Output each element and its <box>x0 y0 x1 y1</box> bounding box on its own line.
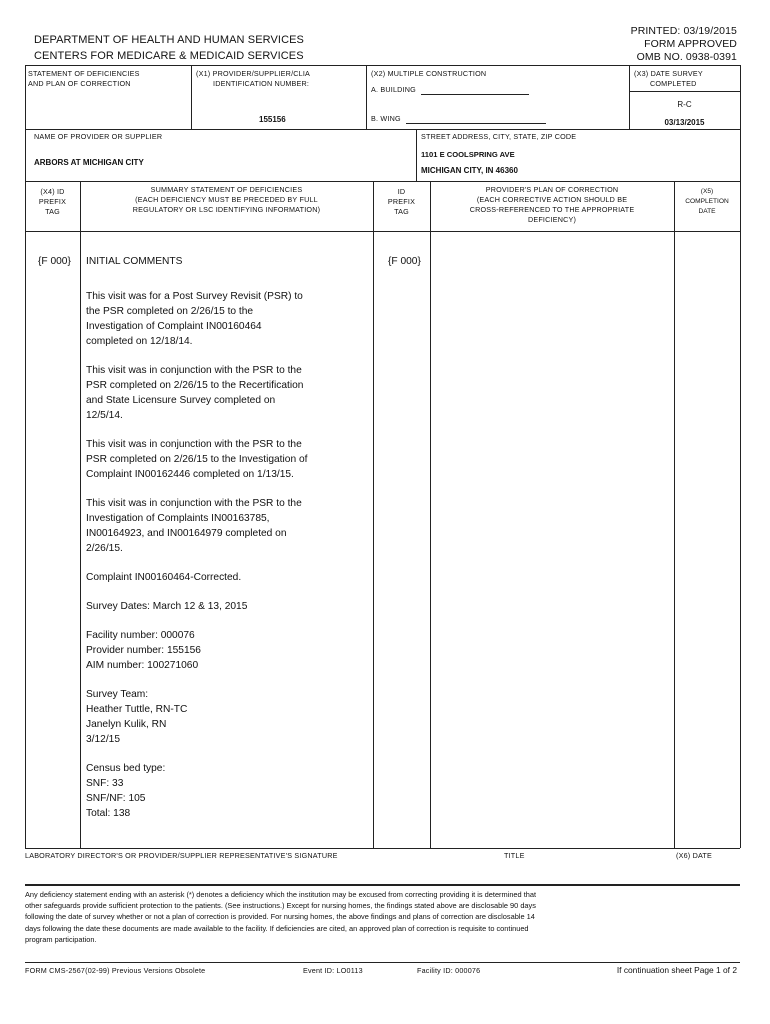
summary-header <box>80 185 373 215</box>
x5-header-line1: (X5) <box>700 188 714 195</box>
rule-x1-left <box>191 65 192 129</box>
x3-label-1: (X3) DATE SURVEY <box>634 69 703 78</box>
rule-columns-top <box>25 181 740 182</box>
printed-date: PRINTED: 03/19/2015 <box>630 25 737 37</box>
x2-label: (X2) MULTIPLE CONSTRUCTION <box>371 69 487 78</box>
paragraph-survey-team: Survey Team: Heather Tuttle, RN-TC Janelyn Kulik, RN 3/12/15 <box>86 689 188 745</box>
survey-completed-date: 03/13/2015 <box>664 118 705 127</box>
x1-label-1: (X1) PROVIDER/SUPPLIER/CLIA <box>196 69 311 78</box>
rule-signature-bottom <box>25 884 740 886</box>
x5-header-line3: DATE <box>698 208 716 215</box>
section-heading: INITIAL COMMENTS <box>86 256 183 267</box>
paragraph-complaint-corrected: Complaint IN00160464-Corrected. <box>86 572 242 583</box>
plan-header-line2: (EACH CORRECTIVE ACTION SHOULD BE <box>476 195 628 204</box>
provider-name-label: NAME OF PROVIDER OR SUPPLIER <box>34 132 163 141</box>
x1-label-2: IDENTIFICATION NUMBER: <box>213 79 310 88</box>
comments-body <box>86 289 371 835</box>
x2-wing-label: B. WING <box>371 114 401 123</box>
rule-right <box>740 65 741 848</box>
facility-id: Facility ID: 000076 <box>417 966 481 975</box>
department-title: DEPARTMENT OF HEALTH AND HUMAN SERVICES <box>34 34 304 46</box>
agency-title: CENTERS FOR MEDICARE & MEDICAID SERVICES <box>34 50 304 62</box>
paragraph-psr-revisit: This visit was for a Post Survey Revisit (PSR) to the PSR completed on 2/26/15 to the Investigation of Complaint IN00160464 completed on 12/18/14. <box>86 291 303 347</box>
x3-label-2: COMPLETED <box>650 79 697 88</box>
address-line-2: MICHIGAN CITY, IN 46360 <box>421 166 518 175</box>
title-label: TITLE <box>504 851 525 860</box>
paragraph-complaint-in00162446: This visit was in conjunction with the PSR to the PSR completed on 2/26/15 to the Investigation of Complaint IN00162446 completed on 1/13/15. <box>86 439 308 480</box>
x4-header-line3: TAG <box>45 207 60 216</box>
x6-date-label: (X6) DATE <box>676 851 713 860</box>
rule-columns-bottom <box>25 231 740 232</box>
survey-type: R-C <box>677 100 692 109</box>
rule-x2-left <box>366 65 367 129</box>
paragraph-census: Census bed type: SNF: 33 SNF/NF: 105 Total: 138 <box>86 763 166 819</box>
paragraph-complaints-group: This visit was in conjunction with the PSR to the Investigation of Complaints IN00163785, IN00164923, and IN00164979 completed on 2/26/15. <box>86 498 302 554</box>
id-header-line1: ID <box>397 187 406 196</box>
plan-header <box>430 185 674 225</box>
summary-header-line2: (EACH DEFICIENCY MUST BE PRECEDED BY FULL <box>135 195 318 204</box>
provider-id-number: 155156 <box>259 115 286 124</box>
building-blank <box>421 86 529 95</box>
rule-x3-mid <box>629 91 740 92</box>
rule-col3 <box>430 181 431 848</box>
paragraph-facility-numbers: Facility number: 000076 Provider number: 155156 AIM number: 100271060 <box>86 630 201 671</box>
id-header-line3: TAG <box>394 207 409 216</box>
provider-name: ARBORS AT MICHIGAN CITY <box>34 158 144 167</box>
x4-header <box>25 187 80 217</box>
event-id: Event ID: LO0113 <box>303 966 363 975</box>
paragraph-survey-dates: Survey Dates: March 12 & 13, 2015 <box>86 601 248 612</box>
form-number: FORM CMS-2567(02-99) Previous Versions Obsolete <box>25 966 206 975</box>
statement-label-2: AND PLAN OF CORRECTION <box>28 79 131 88</box>
plan-header-line3: CROSS-REFERENCED TO THE APPROPRIATE <box>469 205 635 214</box>
x5-header <box>674 187 740 217</box>
form-approved: FORM APPROVED <box>644 38 737 50</box>
x2-building <box>371 85 529 95</box>
address-line-1: 1101 E COOLSPRING AVE <box>421 150 515 159</box>
statement-label-1: STATEMENT OF DEFICIENCIES <box>28 69 140 78</box>
rule-col1 <box>80 181 81 848</box>
plan-header-line1: PROVIDER'S PLAN OF CORRECTION <box>485 185 619 194</box>
right-prefix-tag: {F 000} <box>388 256 421 267</box>
x2-building-label: A. BUILDING <box>371 85 416 94</box>
x4-header-line2: PREFIX <box>38 197 67 206</box>
rule-left <box>25 65 26 848</box>
x5-header-line2: COMPLETION <box>685 198 729 205</box>
id-header <box>373 187 430 217</box>
summary-header-line3: REGULATORY OR LSC IDENTIFYING INFORMATION) <box>132 205 321 214</box>
rule-address-left <box>416 129 417 181</box>
paragraph-recertification: This visit was in conjunction with the PSR to the PSR completed on 2/26/15 to the Recertification and State Licensure Survey completed on 12/5/14. <box>86 365 304 421</box>
x4-header-line1: (X4) ID <box>40 187 65 196</box>
omb-number: OMB NO. 0938-0391 <box>636 51 737 63</box>
rule-provider-top <box>25 129 740 130</box>
rule-content-bottom <box>25 848 740 849</box>
rule-col4 <box>674 181 675 848</box>
continuation-page: If continuation sheet Page 1 of 2 <box>616 965 737 975</box>
rule-top <box>25 65 740 66</box>
prefix-tag: {F 000} <box>38 256 71 267</box>
x2-wing <box>371 114 546 124</box>
summary-header-line1: SUMMARY STATEMENT OF DEFICIENCIES <box>150 185 303 194</box>
signature-label: LABORATORY DIRECTOR'S OR PROVIDER/SUPPLIER REPRESENTATIVE'S SIGNATURE <box>25 851 338 860</box>
rule-col2 <box>373 181 374 848</box>
plan-header-line4: DEFICIENCY) <box>527 215 577 224</box>
rule-footer <box>25 962 740 963</box>
wing-blank <box>406 115 546 124</box>
address-label: STREET ADDRESS, CITY, STATE, ZIP CODE <box>421 132 577 141</box>
id-header-line2: PREFIX <box>387 197 416 206</box>
disclaimer-text: Any deficiency statement ending with an asterisk (*) denotes a deficiency which the institution may be excused from correcting providing it is determined that other safeguards provide sufficient protection to the patients. (See instructions.) Except for nursing homes, the findings stated above are disclosable 90 days following the date of survey whether or not a plan of correction is provided. For nursing homes, the above findings and plans of correction are disclosable 14 days following the date these documents are made available to the facility. If deficiencies are cited, an approved plan of correction is requisite to continued program participation. <box>25 890 537 944</box>
